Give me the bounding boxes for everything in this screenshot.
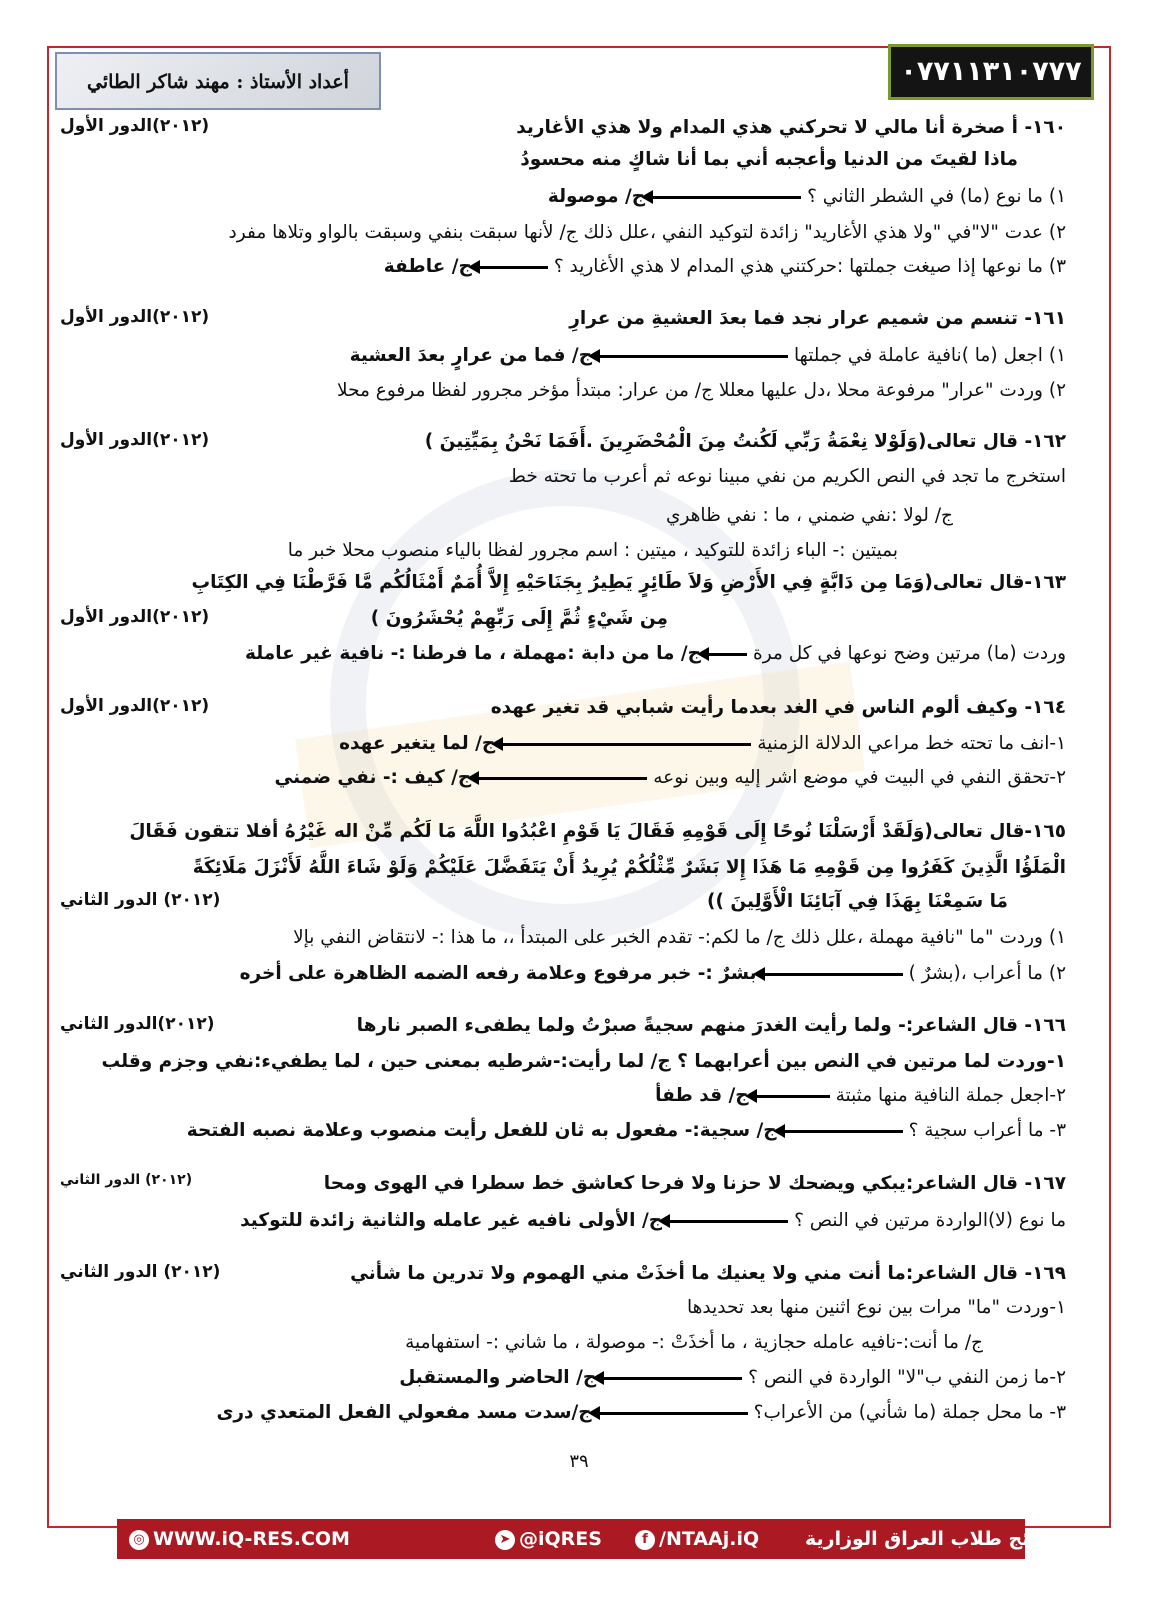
q166-q2: ٢-اجعل جملة النافية منها مثبتةج/ قد طفأ [655, 1085, 1066, 1106]
q163-tag: (٢٠١٢)الدور الأول [60, 607, 210, 627]
q162-answer-2: بميتين :- الباء زائدة للتوكيد ، ميتين : اسم مجرور لفظا بالياء منصوب محلا خبر ما [287, 540, 898, 561]
q167-verse: ١٦٧- قال الشاعر:يبكي ويضحك لا حزنا ولا فرحا كعاشق خط سطرا في الهوى ومحا [323, 1173, 1066, 1194]
q161-tag: (٢٠١٢)الدور الأول [60, 307, 210, 327]
q163-verse-2: مِن شَيْءٍ ثُمَّ إِلَى رَبِّهِمْ يُحْشَرُونَ ) [370, 608, 668, 629]
q160-q2: ٢) عدت "لا"في "ولا هذي الأغاريد" زائدة لتوكيد النفي ،علل ذلك ج/ لأنها سبقت بنفي وسبقت بالواو وتلاها مفرد [228, 222, 1066, 243]
q160-tag: (٢٠١٢)الدور الأول [60, 116, 210, 136]
q169-q1: ١-وردت "ما" مرات بين نوع اثنين منها بعد تحديدها [686, 1297, 1066, 1318]
telegram-icon: ➤ [495, 1530, 515, 1550]
footer-website[interactable]: ◎ WWW.iQ-RES.COM [129, 1519, 350, 1559]
q160-verse-1: ١٦٠- أ صخرة أنا مالي لا تحركني هذي المدام ولا هذي الأغاريد [516, 117, 1066, 138]
author-name: أعداد الأستاذ : مهند شاكر الطائي [87, 71, 349, 93]
q169-q3: ٣- ما محل جملة (ما شأني) من الأعراب؟ج/سدت مسد مفعولي الفعل المتعدي درى [216, 1402, 1066, 1423]
q163-q1: وردت (ما) مرتين وضح نوعها في كل مرةج/ ما من دابة :مهملة ، ما فرطنا :- نافية غير عاملة [245, 643, 1066, 664]
q164-q2: ٢-تحقق النفي في البيت في موضع اشر إليه وبين نوعهج/ كيف :- نفي ضمني [274, 767, 1066, 788]
q160-q3: ٣) ما نوعها إذا صيغت جملتها :حركتني هذي المدام لا هذي الأغاريد ؟ج/ عاطفة [383, 256, 1066, 277]
author-box [55, 52, 381, 110]
q166-tag: (٢٠١٢)الدور الثاني [60, 1014, 215, 1034]
q166-q1: ١-وردت لما مرتين في النص بين أعرابهما ؟ ج/ لما رأيت:-شرطيه بمعنى حين ، لما يطفيء:نفي وجزم وقلب [101, 1051, 1066, 1072]
q161-verse: ١٦١- تنسم من شميم عرار نجد فما بعدَ العشيةِ من عرارِ [569, 308, 1066, 329]
q160-verse-2: ماذا لقيتَ من الدنيا وأعجبه أني بما أنا شاكٍ منه محسودُ [520, 149, 1018, 170]
q165-verse-1: ١٦٥-قال تعالى(وَلَقَدْ أَرْسَلْنَا نُوحًا إِلَى قَوْمِهِ فَقَالَ يَا قَوْمِ اعْبُدُوا اللَّهَ مَا لَكُم مِّنْ اله غَيْرُهُ أفلا تتقون فَقَالَ [129, 821, 1066, 842]
q162-verse: ١٦٢- قال تعالى(وَلَوْلا نِعْمَةُ رَبِّي لَكُنتُ مِنَ الْمُحْضَرِينَ .أَفَمَا نَحْنُ بِمَيِّتِينَ ) [424, 431, 1066, 452]
q165-q1: ١) وردت "ما "نافية مهملة ،علل ذلك ج/ ما لكم:- تقدم الخبر على المبتدأ ،، ما هذا :- لانتقاض النفي بإلا [293, 927, 1066, 948]
q160-q1: ١) ما نوع (ما) في الشطر الثاني ؟ج/ موصولة [547, 186, 1066, 207]
footer-bar [117, 1519, 1108, 1559]
facebook-icon: f [635, 1530, 655, 1550]
phone-number-box [888, 44, 1094, 100]
q169-answer-1: ج/ ما أنت:-نافيه عامله حجازية ، ما أخذَتْ :- موصولة ، ما شاني :- استفهامية [405, 1332, 983, 1353]
q161-q2: ٢) وردت "عرار" مرفوعة محلا ،دل عليها معللا ج/ من عرار: مبتدأ مؤخر مجرور لفظا مرفوع محلا [337, 380, 1066, 401]
globe-icon: ◎ [129, 1530, 149, 1550]
q169-tag: (٢٠١٢) الدور الثاني [60, 1262, 221, 1282]
q165-verse-3: مَا سَمِعْنَا بِهَذَا فِي آبَائِنَا الْأَوَّلِينَ )) [707, 891, 1008, 912]
footer-telegram[interactable]: ➤ @iQRES [495, 1519, 602, 1559]
q162-instruction: استخرج ما تجد في النص الكريم من نفي مبينا نوعه ثم أعرب ما تحته خط [508, 466, 1066, 487]
q163-verse-1: ١٦٣-قال تعالى(وَمَا مِن دَابَّةٍ فِي الأَرْضِ وَلاَ طَائِرٍ يَطِيرُ بِجَنَاحَيْهِ إِلاَّ أُمَمٌ أَمْثَالُكُم مَّا فَرَّطْنَا فِي الكِتَابِ [191, 572, 1066, 593]
q169-verse: ١٦٩- قال الشاعر:ما أنت مني ولا يعنيك ما أخذَتْ مني الهموم ولا تدرين ما شأني [350, 1263, 1066, 1284]
q164-q1: ١-انف ما تحته خط مراعي الدلالة الزمنيةج/ لما يتغير عهده [339, 733, 1066, 754]
footer-title: موقع نتائج طلاب العراق الوزارية [805, 1528, 1108, 1550]
q166-verse: ١٦٦- قال الشاعر:- ولما رأيت الغدرَ منهم سجيةً صبرْتُ ولما يطفىء الصبر نارها [356, 1015, 1066, 1036]
q164-tag: (٢٠١٢)الدور الأول [60, 696, 210, 716]
q164-verse: ١٦٤- وكيف ألوم الناس في الغد بعدما رأيت شبابي قد تغير عهده [490, 697, 1066, 718]
footer-facebook[interactable]: f /NTAAj.iQ [635, 1519, 759, 1559]
q169-q2: ٢-ما زمن النفي ب"لا" الواردة في النص ؟ج/ الحاضر والمستقبل [399, 1367, 1066, 1388]
q166-q3: ٣- ما أعراب سجية ؟ج/ سجية:- مفعول به ثان للفعل رأيت منصوب وعلامة نصبه الفتحة [186, 1120, 1066, 1141]
page-number: ٣٩ [569, 1451, 589, 1472]
q165-verse-2: الْمَلَؤُا الَّذِينَ كَفَرُوا مِن قَوْمِهِ مَا هَذَا إِلا بَشَرٌ مِّثْلُكُمْ يُرِيدُ أَنْ يَتَفَضَّلَ عَلَيْكُمْ وَلَوْ شَاءَ اللَّهُ لَأَنْزَلَ مَلَائِكَةً [192, 857, 1066, 878]
q165-q2: ٢) ما أعراب ،(بشرٌ )بشرٌ :- خبر مرفوع وعلامة رفعه الضمه الظاهرة على أخره [239, 963, 1066, 984]
q161-q1: ١) اجعل (ما )نافية عاملة في جملتهاج/ فما من عرارٍ بعدَ العشية [349, 345, 1066, 366]
q167-tag: (٢٠١٢) الدور الثاني [60, 1172, 193, 1188]
q165-tag: (٢٠١٢) الدور الثاني [60, 890, 221, 910]
q167-q1: ما نوع (لا)الواردة مرتين في النص ؟ج/ الأولى نافيه غير عامله والثانية زائدة للتوكيد [240, 1210, 1066, 1231]
q162-answer-1: ج/ لولا :نفي ضمني ، ما : نفي ظاهري [665, 505, 953, 526]
phone-number: ٠٧٧١١٣١٠٧٧٧ [900, 56, 1082, 87]
q162-tag: (٢٠١٢)الدور الأول [60, 430, 210, 450]
